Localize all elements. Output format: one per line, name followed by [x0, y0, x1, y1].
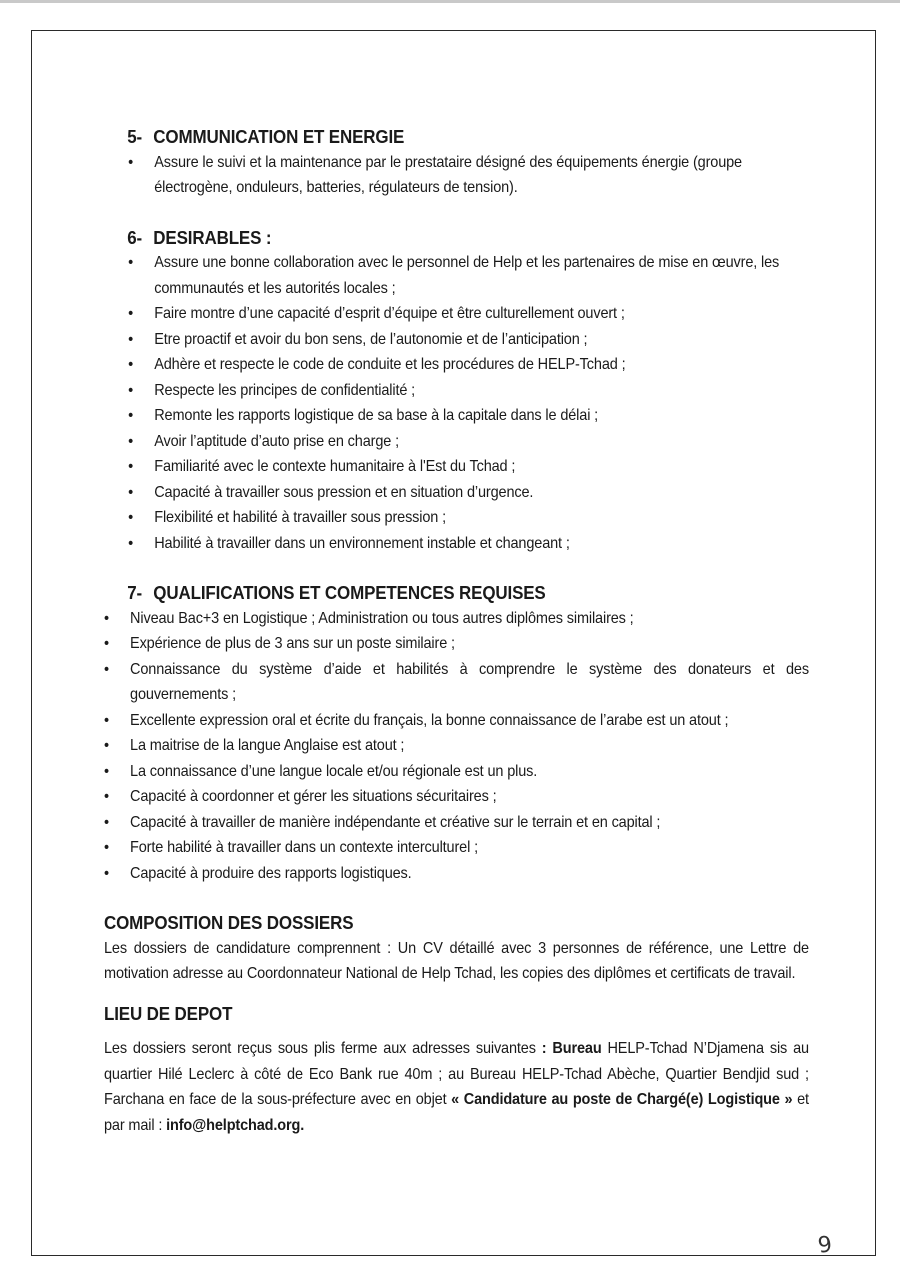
section-5-list: [104, 150, 809, 201]
section6-item: • Faire montre d’une capacité d’esprit d’équipe et être culturellement ouvert ;: [104, 301, 809, 327]
section7-item: • La connaissance d’une langue locale et/ou régionale est un plus.: [104, 759, 809, 785]
section6-item: • Flexibilité et habilité à travailler sous pression ;: [104, 505, 809, 531]
section7-item: • Connaissance du système d’aide et habilités à comprendre le système des donateurs et des gouvernements ;: [104, 657, 809, 708]
section6-item: • Habilité à travailler dans un environnement instable et changeant ;: [104, 531, 809, 557]
section6-item: • Etre proactif et avoir du bon sens, de l’autonomie et de l’anticipation ;: [104, 327, 809, 353]
composition-text: Les dossiers de candidature comprennent : Un CV détaillé avec 3 personnes de référence, une Lettre de motivation adresse au Coordonnateur National de Help Tchad, les copies des diplômes et certificats de travail.: [104, 939, 809, 982]
section7-item: • Capacité à produire des rapports logistiques.: [104, 861, 809, 887]
page-number: 9: [816, 1232, 834, 1259]
section6-item: • Adhère et respecte le code de conduite et les procédures de HELP-Tchad ;: [104, 352, 809, 378]
section7-item: • Forte habilité à travailler dans un contexte interculturel ;: [104, 835, 809, 861]
section7-item: • Capacité à travailler de manière indépendante et créative sur le terrain et en capital ;: [104, 810, 809, 836]
section7-item: • Capacité à coordonner et gérer les situations sécuritaires ;: [104, 784, 809, 810]
section5-item: • Assure le suivi et la maintenance par le prestataire désigné des équipements énergie (groupe électrogène, onduleurs, batteries, régulateurs de tension).: [104, 150, 809, 201]
section6-item: • Assure une bonne collaboration avec le personnel de Help et les partenaires de mise en œuvre, les communautés et les autorités locales ;: [104, 250, 809, 301]
section7-item: • Excellente expression oral et écrite du français, la bonne connaissance de l’arabe est un atout ;: [104, 708, 809, 734]
section6-item: • Capacité à travailler sous pression et en situation d’urgence.: [104, 480, 809, 506]
contact-email[interactable]: info@helptchad.org.: [166, 1116, 305, 1134]
section-7-list: [104, 606, 809, 887]
deposit-heading: LIEU DE DEPOT: [104, 1002, 233, 1024]
composition-heading: COMPOSITION DES DOSSIERS: [104, 912, 354, 933]
deposit-text: Les dossiers seront reçus sous plis ferme aux adresses suivantes : Bureau HELP-Tchad N’Djamena sis au quartier Hilé Leclerc à côté de Eco Bank rue 40m ; au Bureau HELP-Tchad Abèche, Quartier Bendjid sud ; Farchana en face de la sous-préfecture avec en objet « Candidature au poste de Chargé(e) Logistique » et par mail : info@helptchad.org.: [104, 1040, 809, 1134]
section6-item: • Remonte les rapports logistique de sa base à la capitale dans le délai ;: [104, 403, 809, 429]
section-7-heading: 7- QUALIFICATIONS ET COMPETENCES REQUISES: [127, 582, 546, 603]
section-6-list: [104, 250, 809, 556]
section7-item: • Niveau Bac+3 en Logistique ; Administration ou tous autres diplômes similaires ;: [104, 606, 809, 632]
document-body: [104, 124, 809, 1138]
section-5-heading: 5- COMMUNICATION ET ENERGIE: [127, 126, 405, 147]
section6-item: • Avoir l’aptitude d’auto prise en charge ;: [104, 429, 809, 455]
section7-item: • Expérience de plus de 3 ans sur un poste similaire ;: [104, 631, 809, 657]
section7-item: • La maitrise de la langue Anglaise est atout ;: [104, 733, 809, 759]
section6-item: • Familiarité avec le contexte humanitaire à l'Est du Tchad ;: [104, 454, 809, 480]
scan-top-edge: [0, 0, 900, 3]
section6-item: • Respecte les principes de confidentialité ;: [104, 378, 809, 404]
section-6-heading: 6- DESIRABLES :: [127, 226, 272, 248]
